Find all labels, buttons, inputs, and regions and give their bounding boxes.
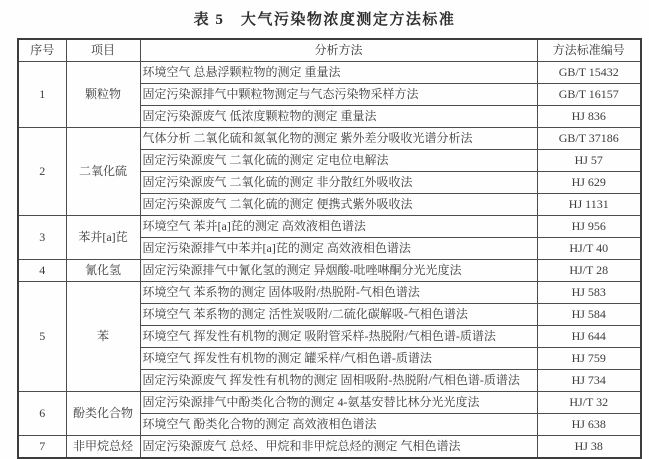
method-cell: 固定污染源废气 低浓度颗粒物的测定 重量法 [140,106,537,128]
table-row [18,260,641,282]
code-cell: GB/T 15432 [537,62,641,84]
code-cell: HJ 584 [537,304,641,326]
code-cell: HJ/T 28 [537,260,641,282]
item-cell: 苯并[a]芘 [66,216,140,260]
method-cell: 固定污染源废气 挥发性有机物的测定 固相吸附-热脱附/气相色谱-质谱法 [140,370,537,392]
method-cell: 环境空气 苯系物的测定 活性炭吸附/二硫化碳解吸-气相色谱法 [140,304,537,326]
method-cell: 环境空气 总悬浮颗粒物的测定 重量法 [140,62,537,84]
method-cell: 环境空气 挥发性有机物的测定 吸附管采样-热脱附/气相色谱-质谱法 [140,326,537,348]
code-cell: HJ/T 32 [537,392,641,414]
table-row [18,392,641,414]
item-cell: 非甲烷总烃 [66,436,140,459]
table-body [18,62,641,459]
header-no: 序号 [18,39,66,62]
row-number-cell: 2 [18,128,66,216]
method-cell: 固定污染源废气 总烃、甲烷和非甲烷总烃的测定 气相色谱法 [140,436,537,459]
methods-table [17,38,642,459]
method-cell: 环境空气 酚类化合物的测定 高效液相色谱法 [140,414,537,436]
header-method: 分析方法 [140,39,537,62]
code-cell: GB/T 37186 [537,128,641,150]
method-cell: 固定污染源排气中苯并[a]芘的测定 高效液相色谱法 [140,238,537,260]
table-row [18,128,641,150]
page-title: 表 5 大气污染物浓度测定方法标准 [193,12,456,28]
method-cell: 环境空气 苯并[a]芘的测定 高效液相色谱法 [140,216,537,238]
code-cell: HJ 1131 [537,194,641,216]
code-cell: HJ/T 40 [537,238,641,260]
item-cell: 苯 [66,282,140,392]
item-cell: 氰化氢 [66,260,140,282]
code-cell: HJ 734 [537,370,641,392]
code-cell: HJ 583 [537,282,641,304]
table-row [18,282,641,304]
table-row [18,216,641,238]
code-cell: HJ 956 [537,216,641,238]
row-number-cell: 4 [18,260,66,282]
table-row [18,62,641,84]
row-number-cell: 3 [18,216,66,260]
header-code: 方法标准编号 [537,39,641,62]
method-cell: 固定污染源废气 二氧化硫的测定 定电位电解法 [140,150,537,172]
code-cell: HJ 38 [537,436,641,459]
table-row [18,436,641,459]
method-cell: 环境空气 挥发性有机物的测定 罐采样/气相色谱-质谱法 [140,348,537,370]
item-cell: 酚类化合物 [66,392,140,436]
method-cell: 环境空气 苯系物的测定 固体吸附/热脱附-气相色谱法 [140,282,537,304]
code-cell: HJ 57 [537,150,641,172]
header-item: 项目 [66,39,140,62]
method-cell: 固定污染源排气中氰化氢的测定 异烟酸-吡唑啉酮分光光度法 [140,260,537,282]
table-header-row [18,39,641,62]
row-number-cell: 6 [18,392,66,436]
code-cell: HJ 629 [537,172,641,194]
code-cell: GB/T 16157 [537,84,641,106]
code-cell: HJ 759 [537,348,641,370]
method-cell: 气体分析 二氧化硫和氮氧化物的测定 紫外差分吸收光谱分析法 [140,128,537,150]
method-cell: 固定污染源废气 二氧化硫的测定 便携式紫外吸收法 [140,194,537,216]
method-cell: 固定污染源废气 二氧化硫的测定 非分散红外吸收法 [140,172,537,194]
code-cell: HJ 836 [537,106,641,128]
row-number-cell: 7 [18,436,66,459]
method-cell: 固定污染源排气中颗粒物测定与气态污染物采样方法 [140,84,537,106]
code-cell: HJ 644 [537,326,641,348]
row-number-cell: 5 [18,282,66,392]
item-cell: 颗粒物 [66,62,140,128]
item-cell: 二氧化硫 [66,128,140,216]
method-cell: 固定污染源排气中酚类化合物的测定 4-氨基安替比林分光光度法 [140,392,537,414]
code-cell: HJ 638 [537,414,641,436]
row-number-cell: 1 [18,62,66,128]
